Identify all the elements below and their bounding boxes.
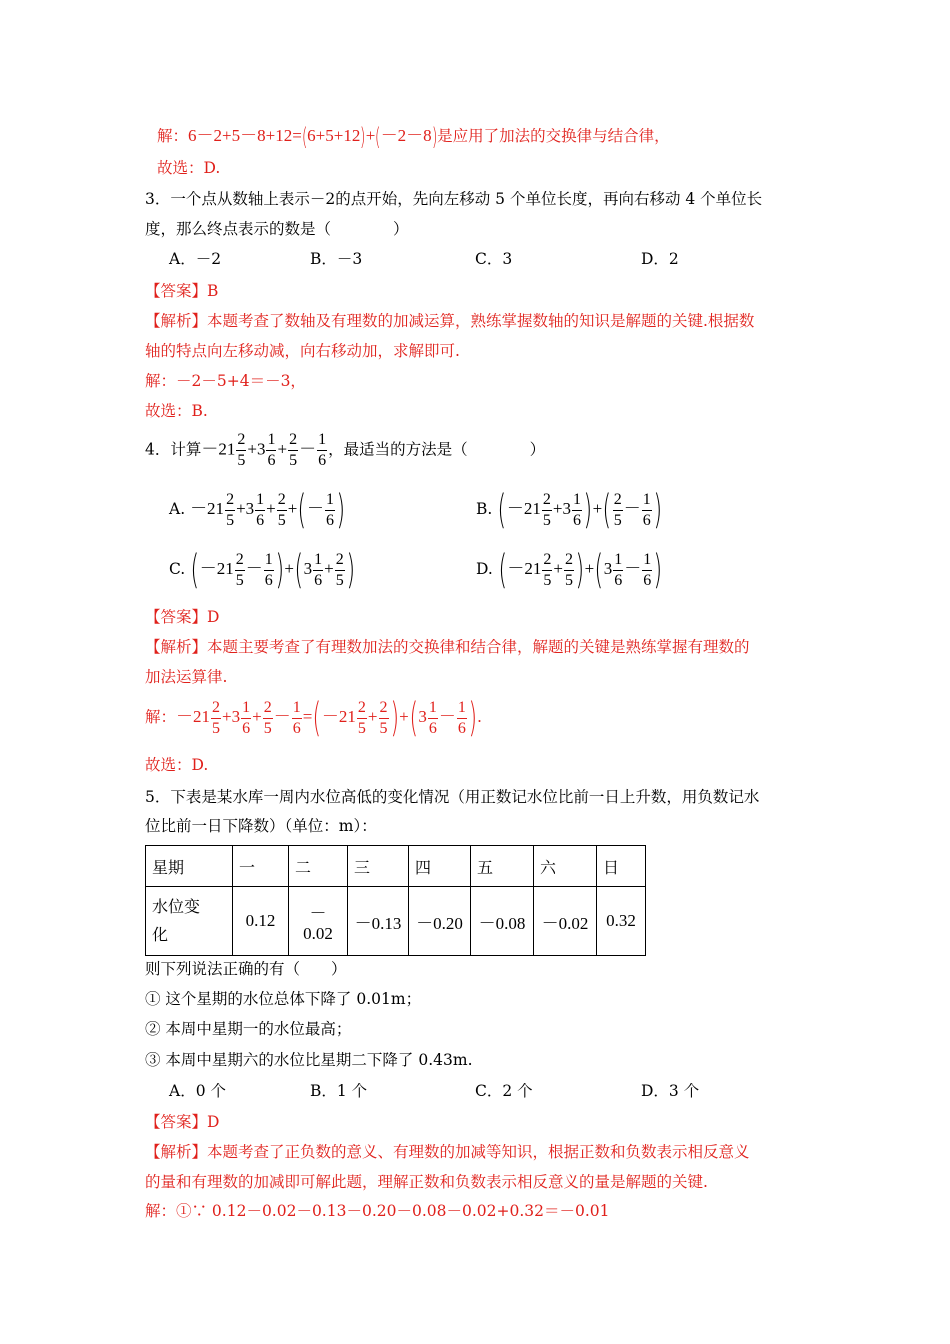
q4-choice: 故选：D. bbox=[145, 756, 209, 774]
q5-stem-line1: 5．下表是某水库一周内水位高低的变化情况（用正数记水位比前一日上升数，用负数记水 bbox=[145, 788, 760, 806]
table-cell: 0.32 bbox=[597, 887, 646, 956]
table-cell: －0.20 bbox=[409, 887, 471, 956]
q5-statement-3: ③ 本周中星期六的水位比星期二下降了 0.43m. bbox=[145, 1051, 473, 1069]
q5-question: 则下列说法正确的有（ ） bbox=[145, 960, 347, 978]
q3-stem-line2: 度，那么终点表示的数是（ ） bbox=[145, 220, 409, 238]
q3-option-c: C．3 bbox=[475, 250, 513, 268]
q3-option-b: B．－3 bbox=[310, 250, 363, 268]
q3-analysis-line2: 轴的特点向左移动减，向右移动加，求解即可. bbox=[145, 342, 460, 360]
table-header-row bbox=[146, 846, 646, 887]
q2-choice: 故选：D. bbox=[157, 159, 221, 177]
table-header-cell: 星期 bbox=[146, 846, 233, 887]
table-row-label: 水位变 化 bbox=[146, 887, 233, 956]
q4-option-d: D. (－21 $\frac{2}{5}$ + $\frac{2}{5}$ )+(3 $\frac{1}{6}$ － $\frac{1}{6}$ ) bbox=[476, 547, 663, 593]
q4-option-a: A. －21 $\frac{2}{5}$ +3 $\frac{1}{6}$ + $\frac{2}{5}$ +(－ $\frac{1}{6}$ ) bbox=[169, 487, 346, 533]
q4-analysis-line2: 加法运算律. bbox=[145, 668, 228, 686]
q5-option-b: B．1 个 bbox=[310, 1082, 368, 1100]
table-cell: 0.12 bbox=[233, 887, 289, 956]
table-cell: －0.02 bbox=[534, 887, 597, 956]
q5-option-a: A．0 个 bbox=[169, 1082, 226, 1100]
table-header-cell: 四 bbox=[409, 846, 471, 887]
q5-answer: 【答案】D bbox=[145, 1113, 220, 1131]
table-cell: －0.13 bbox=[348, 887, 409, 956]
q3-answer: 【答案】B bbox=[145, 282, 219, 300]
q3-option-a: A．－2 bbox=[169, 250, 222, 268]
q3-choice: 故选：B. bbox=[145, 402, 208, 420]
q2-solution-line: 解：6－2+5－8+12=(6+5+12)+(－2－8)是应用了加法的交换律与结合律， bbox=[157, 123, 670, 151]
table-cell: －0.02 bbox=[289, 887, 348, 956]
water-level-table bbox=[145, 845, 646, 956]
table-header-cell: 五 bbox=[471, 846, 534, 887]
q5-option-c: C．2 个 bbox=[475, 1082, 533, 1100]
q2-group2: －2－8 bbox=[380, 126, 432, 145]
table-header-cell: 六 bbox=[534, 846, 597, 887]
q4-stem: 4．计算－21 $\frac{2}{5}$ +3 $\frac{1}{6}$ + $\frac{2}{5}$ － $\frac{1}{6}$ ，最适当的方法是（ ） bbox=[145, 431, 546, 469]
table-header-cell: 日 bbox=[597, 846, 646, 887]
q4-analysis-line1: 【解析】本题主要考查了有理数加法的交换律和结合律，解题的关键是熟练掌握有理数的 bbox=[145, 638, 750, 656]
q5-option-d: D．3 个 bbox=[641, 1082, 700, 1100]
q3-analysis-line1: 【解析】本题考查了数轴及有理数的加减运算，熟练掌握数轴的知识是解题的关键.根据数 bbox=[145, 312, 755, 330]
q4-option-c: C. (－21 $\frac{2}{5}$ － $\frac{1}{6}$ )+(3 $\frac{1}{6}$ + $\frac{2}{5}$ ) bbox=[169, 547, 355, 593]
q5-solution: 解：①∵ 0.12－0.02－0.13－0.20－0.08－0.02+0.32＝－0.01 bbox=[145, 1202, 610, 1220]
q2-group1: 6+5+12 bbox=[307, 126, 361, 145]
table-header-cell: 三 bbox=[348, 846, 409, 887]
table-cell: －0.08 bbox=[471, 887, 534, 956]
q5-statement-2: ② 本周中星期一的水位最高； bbox=[145, 1020, 352, 1038]
q5-statement-1: ① 这个星期的水位总体下降了 0.01m； bbox=[145, 990, 422, 1008]
q4-answer: 【答案】D bbox=[145, 608, 220, 626]
q5-analysis-line2: 的量和有理数的加减即可解此题，理解正数和负数表示相反意义的量是解题的关键. bbox=[145, 1173, 708, 1191]
table-row bbox=[146, 887, 646, 956]
q2-solution-text: 是应用了加法的交换律与结合律， bbox=[437, 127, 670, 145]
table-header-cell: 二 bbox=[289, 846, 348, 887]
q4-solution: 解：－21 $\frac{2}{5}$ +3 $\frac{1}{6}$ + $\frac{2}{5}$ － $\frac{1}{6}$ =(－21 $\frac{2}{5}$ + $\frac{2}{5}$ )+(3 $\frac{1}{6}$ － $\frac{1}{6}$ ). bbox=[145, 695, 482, 741]
q3-stem-line1: 3．一个点从数轴上表示－2的点开始，先向左移动 5 个单位长度，再向右移动 4 个单位长 bbox=[145, 190, 763, 208]
q2-expression: 6－2+5－8+12= bbox=[188, 126, 302, 145]
solution-prefix: 解： bbox=[157, 127, 189, 145]
q4-option-b: B. (－21 $\frac{2}{5}$ +3 $\frac{1}{6}$ )+( $\frac{2}{5}$ － $\frac{1}{6}$ ) bbox=[476, 487, 662, 533]
q3-solution: 解：－2－5+4＝－3， bbox=[145, 372, 306, 390]
q5-analysis-line1: 【解析】本题考查了正负数的意义、有理数的加减等知识，根据正数和负数表示相反意义 bbox=[145, 1143, 750, 1161]
table-header-cell: 一 bbox=[233, 846, 289, 887]
q5-stem-line2: 位比前一日下降数）（单位：m）： bbox=[145, 817, 377, 835]
q3-option-d: D．2 bbox=[641, 250, 679, 268]
